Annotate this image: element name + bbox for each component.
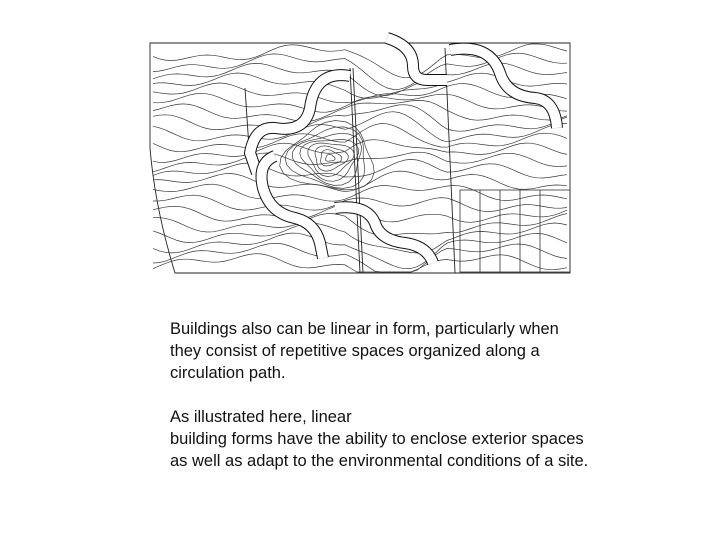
contour-line <box>153 124 567 152</box>
contour-line <box>153 184 567 201</box>
caption-paragraph-1: Buildings also can be linear in form, particularly when they consist of repetitive spaces organized along a circulation path. <box>170 320 559 382</box>
contour-line <box>153 105 567 132</box>
caption-paragraph-2-line-2: building forms have the ability to enclose exterior spaces as well as adapt to the environmental conditions of a site. <box>170 430 589 470</box>
hill-contour-ring <box>315 146 348 171</box>
caption-paragraph-2-line-1: As illustrated here, linear <box>170 408 352 426</box>
hill-contour-ring <box>285 127 365 188</box>
contour-line <box>153 233 567 269</box>
hill-contour-ring <box>325 154 335 161</box>
contour-line <box>153 112 567 142</box>
site-plan-drawing <box>145 28 575 278</box>
contour-line <box>153 159 567 178</box>
site-plan-svg <box>145 28 575 278</box>
caption-text <box>170 318 590 472</box>
caption-paragraph-2 <box>170 406 590 472</box>
field-plots <box>460 190 570 272</box>
contour-line <box>153 93 567 112</box>
linear-buildings <box>250 38 557 263</box>
contour-line <box>153 100 567 121</box>
